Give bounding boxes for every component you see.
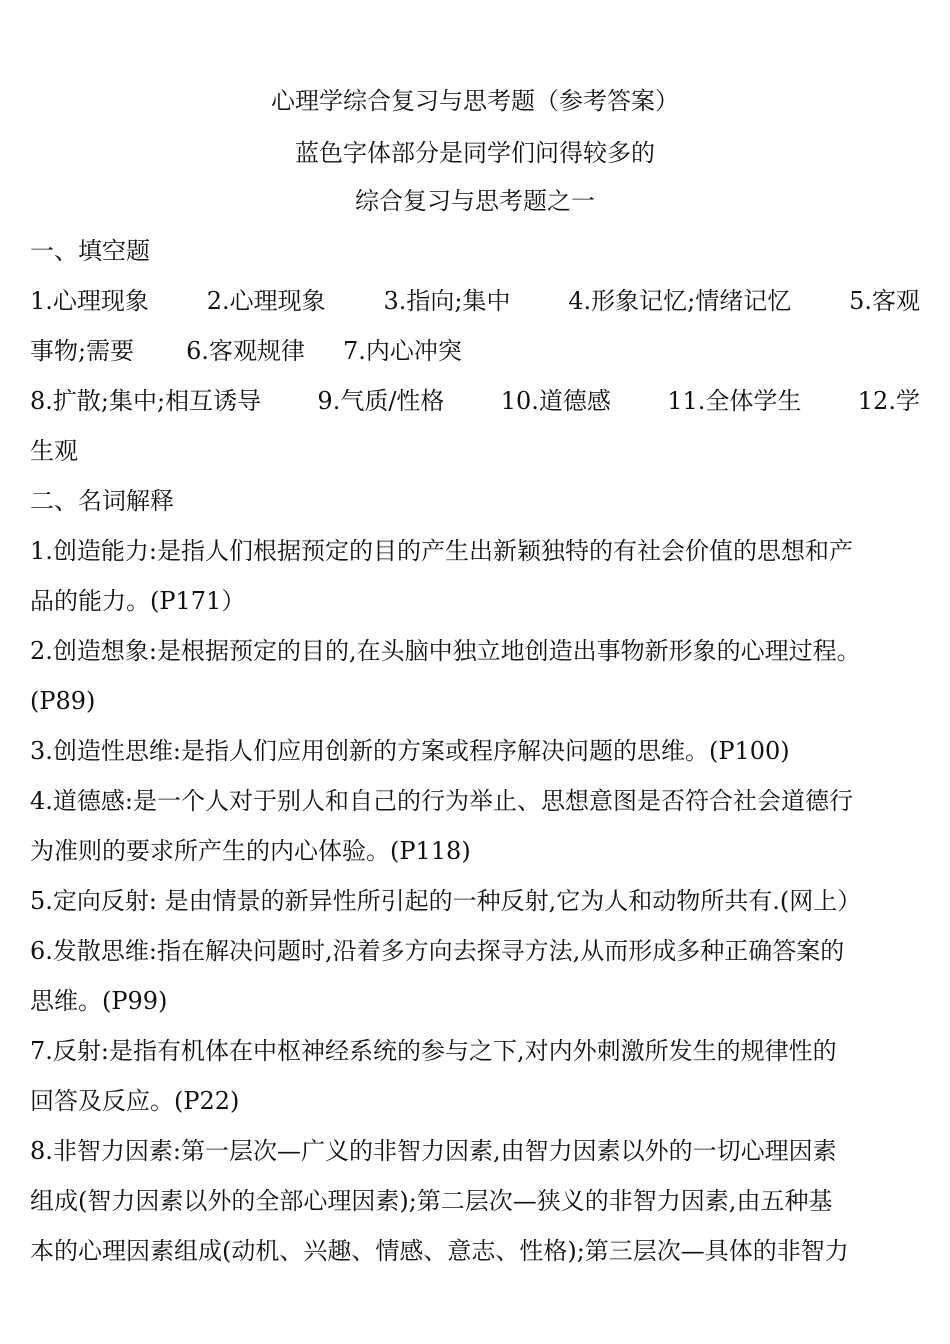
answer-item: 10.道德感 xyxy=(500,387,611,415)
definition-line: 本的心理因素组成(动机、兴趣、情感、意志、性格);第三层次—具体的非智力 xyxy=(30,1237,849,1265)
definition-line: 品的能力。(P171） xyxy=(30,587,246,615)
definition-line: 8.非智力因素:第一层次—广义的非智力因素,由智力因素以外的一切心理因素 xyxy=(30,1137,837,1165)
definition-line: 6.发散思维:指在解决问题时,沿着多方向去探寻方法,从而形成多种正确答案的 xyxy=(30,937,845,965)
answer-row xyxy=(30,286,920,316)
answer-item: 3.指向;集中 xyxy=(383,287,511,315)
answer-item: 8.扩散;集中;相互诱导 xyxy=(30,387,262,415)
answer-item: 9.气质/性格 xyxy=(317,387,445,415)
answer-item: 11.全体学生 xyxy=(667,387,802,415)
answer-row-continuation: 生观 xyxy=(30,437,78,465)
answer-item: 4.形象记忆;情绪记忆 xyxy=(568,287,792,315)
answer-item: 6.客观规律 xyxy=(186,337,305,365)
document-subtitle: 蓝色字体部分是同学们问得较多的 xyxy=(295,139,655,167)
answer-row xyxy=(30,336,920,366)
section-heading-fill-blank: 一、填空题 xyxy=(30,237,150,265)
answer-item: 1.心理现象 xyxy=(30,287,149,315)
definition-line: 思维。(P99) xyxy=(30,987,168,1015)
document-title: 心理学综合复习与思考题（参考答案） xyxy=(271,87,679,115)
definition-line: 回答及反应。(P22) xyxy=(30,1087,240,1115)
definition-line: 2.创造想象:是根据预定的目的,在头脑中独立地创造出事物新形象的心理过程。 xyxy=(30,637,861,665)
definition-line: 4.道德感:是一个人对于别人和自己的行为举止、思想意图是否符合社会道德行 xyxy=(30,787,853,815)
definition-line: (P89) xyxy=(30,687,96,715)
answer-item: 事物;需要 xyxy=(30,337,135,365)
answer-item: 12.学 xyxy=(857,387,920,415)
answer-item: 2.心理现象 xyxy=(206,287,326,315)
section-heading-definitions: 二、名词解释 xyxy=(30,487,174,515)
definition-line: 为准则的要求所产生的内心体验。(P118) xyxy=(30,837,471,865)
definition-line: 7.反射:是指有机体在中枢神经系统的参与之下,对内外刺激所发生的规律性的 xyxy=(30,1037,837,1065)
definition-line: 组成(智力因素以外的全部心理因素);第二层次—狭义的非智力因素,由五种基 xyxy=(30,1187,833,1215)
answer-item: 7.内心冲突 xyxy=(343,337,462,365)
answer-row xyxy=(30,386,920,416)
part-title: 综合复习与思考题之一 xyxy=(355,187,595,215)
definition-line: 5.定向反射: 是由情景的新异性所引起的一种反射,它为人和动物所共有.(网上） xyxy=(30,887,862,915)
definition-line: 3.创造性思维:是指人们应用创新的方案或程序解决问题的思维。(P100) xyxy=(30,737,790,765)
definition-line: 1.创造能力:是指人们根据预定的目的产生出新颖独特的有社会价值的思想和产 xyxy=(30,537,853,565)
answer-item: 5.客观 xyxy=(849,287,920,315)
